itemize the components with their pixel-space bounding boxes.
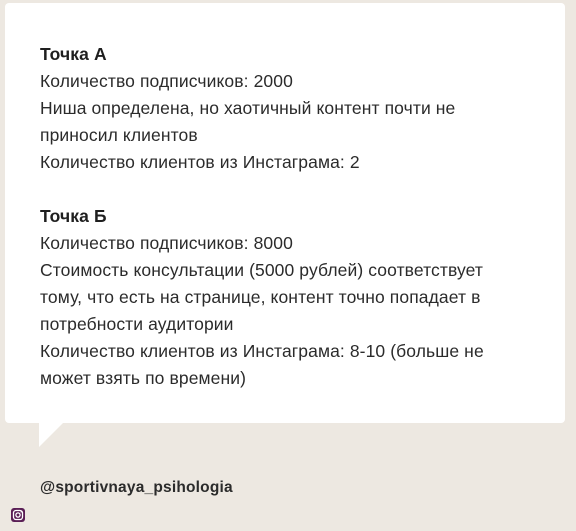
point-b-line: тому, что есть на странице, контент точно попадает в [40, 287, 481, 307]
point-b-line: может взять по времени) [40, 368, 247, 388]
point-a-line: приносил клиентов [40, 125, 198, 145]
point-a-line: Количество подписчиков: 2000 [40, 71, 293, 91]
account-handle[interactable]: @sportivnaya_psihologia [40, 479, 233, 496]
point-b-line: Количество клиентов из Инстаграма: 8-10 (больше не [40, 341, 484, 361]
point-a-line: Ниша определена, но хаотичный контент почти не [40, 98, 456, 118]
point-b-line: потребности аудитории [40, 314, 234, 334]
point-b-heading: Точка Б [40, 206, 107, 226]
point-b-line: Количество подписчиков: 8000 [40, 233, 293, 253]
point-b-line: Стоимость консультации (5000 рублей) соответствует [40, 260, 484, 280]
point-b-block [40, 203, 531, 392]
instagram-icon[interactable] [11, 508, 25, 522]
speech-bubble-card [5, 3, 565, 423]
point-a-line: Количество клиентов из Инстаграма: 2 [40, 152, 360, 172]
point-a-heading: Точка А [40, 44, 107, 64]
point-a-block [40, 41, 531, 176]
speech-bubble-tail [39, 423, 63, 447]
